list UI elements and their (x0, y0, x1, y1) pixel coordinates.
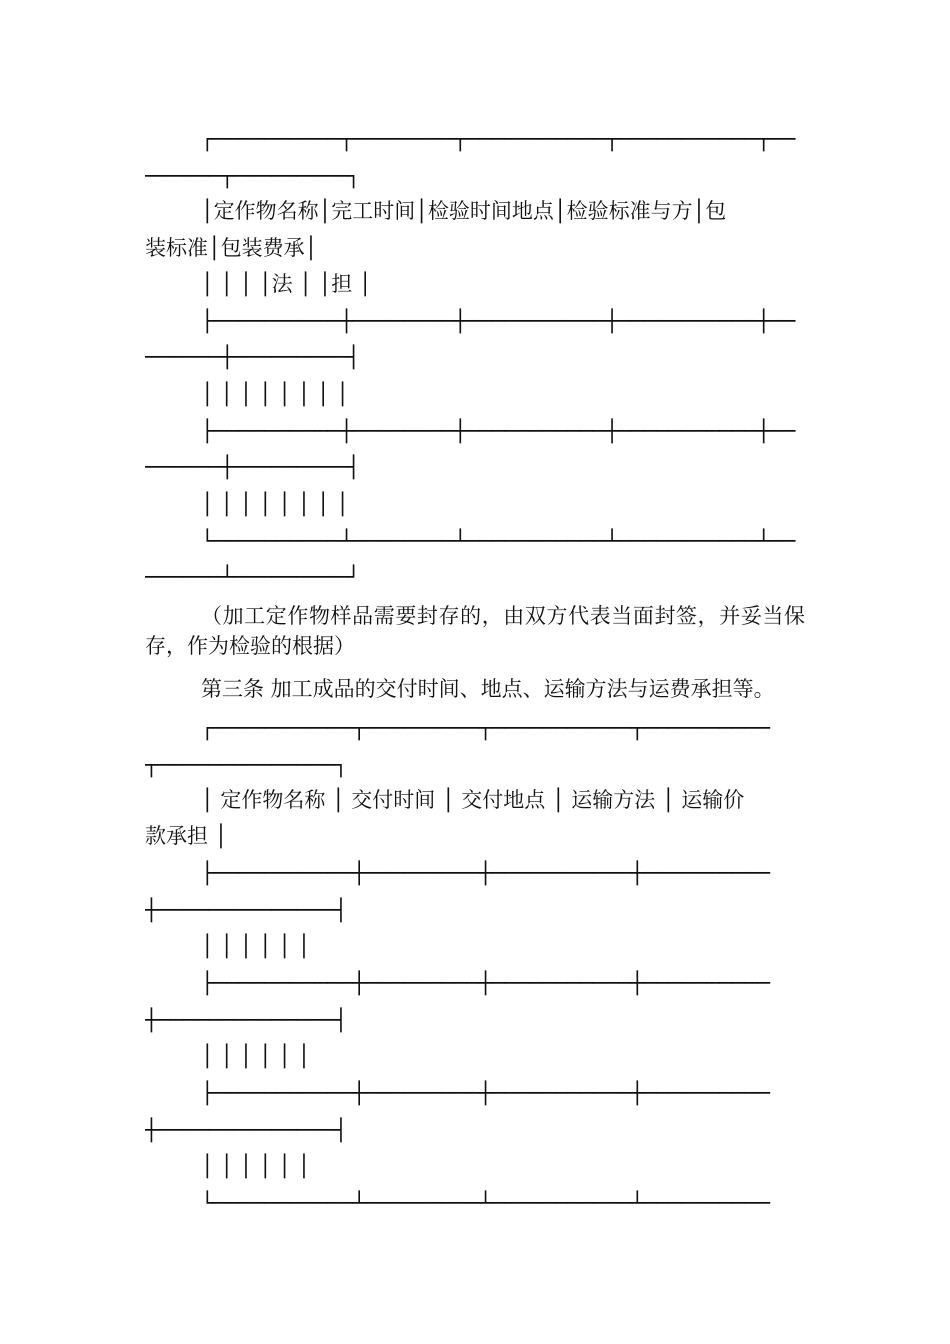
table2-header-row-cont: 款承担 │ (145, 824, 228, 848)
table2-mid-border-3: ├───────────┼─────────┼───────────┼────────── (201, 1081, 770, 1105)
table2-mid-border-2-cont: ┼──────────────┤ (145, 1008, 348, 1032)
table2-mid-border-1-cont: ┼──────────────┤ (145, 898, 348, 922)
table2-empty-row-2: │ │ │ │ │ │ (201, 1044, 311, 1068)
table2-top-border-cont: ┬──────────────┐ (145, 753, 348, 777)
table1-header-row-cont: 装标准│包装费承│ (145, 236, 318, 260)
table1-mid-border-2-cont: ──────┼─────────┤ (145, 455, 360, 479)
table1-top-border: ┌──────────┬────────┬───────────┬───────────┬── (201, 127, 796, 151)
table1-empty-row-2: │ │ │ │ │ │ │ │ (201, 492, 349, 516)
table2-top-border: ┌───────────┬─────────┬───────────┬────────── (201, 716, 770, 740)
table2-mid-border-2: ├───────────┼─────────┼───────────┼────────── (201, 971, 770, 995)
table2-empty-row-3: │ │ │ │ │ │ (201, 1154, 311, 1178)
table1-mid-border-1: ├──────────┼────────┼───────────┼───────────┼── (201, 309, 796, 333)
table1-bottom-border: └──────────┴────────┴───────────┴───────────┴── (201, 529, 796, 553)
table2-mid-border-1: ├───────────┼─────────┼───────────┼────────── (201, 861, 770, 885)
table2-empty-row-1: │ │ │ │ │ │ (201, 934, 311, 958)
table1-bottom-border-cont: ──────┴─────────┘ (145, 565, 360, 589)
sample-note-paragraph: （加工定作物样品需要封存的，由双方代表当面封签，并妥当保存，作为检验的根据） (145, 604, 805, 658)
table1-header-row2: │ │ │ │法 │ │担 │ (201, 272, 372, 296)
table1-mid-border-2: ├──────────┼────────┼───────────┼───────────┼── (201, 419, 796, 443)
table2-header-row: │ 定作物名称 │ 交付时间 │ 交付地点 │ 运输方法 │ 运输价 (201, 788, 745, 812)
table1-top-border-cont: ──────┬─────────┐ (145, 164, 360, 188)
table2-bottom-border: └───────────┴─────────┴───────────┴────────── (201, 1191, 770, 1215)
table1-empty-row-1: │ │ │ │ │ │ │ │ (201, 382, 349, 406)
table1-mid-border-1-cont: ──────┼─────────┤ (145, 345, 360, 369)
article-3-heading: 第三条 加工成品的交付时间、地点、运输方法与运费承担等。 (201, 677, 775, 701)
table2-mid-border-3-cont: ┼──────────────┤ (145, 1118, 348, 1142)
table1-header-row: │定作物名称│完工时间│检验时间地点│检验标准与方│包 (201, 199, 727, 223)
